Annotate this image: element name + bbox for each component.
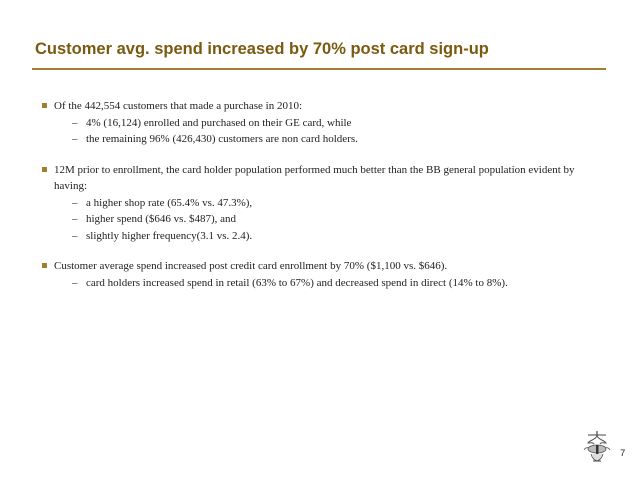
dash-bullet-icon: –: [72, 196, 78, 209]
sub-bullet-item: [54, 228, 602, 245]
slide-title: Customer avg. spend increased by 70% post card sign-up: [35, 40, 489, 58]
page-number: 7: [620, 448, 626, 459]
dash-bullet-icon: –: [72, 116, 78, 129]
sub-bullet-item: [54, 131, 602, 148]
sub-bullet-item: [54, 211, 602, 228]
sub-bullet-text: the remaining 96% (426,430) customers are non card holders.: [86, 133, 358, 145]
dash-bullet-icon: –: [72, 276, 78, 289]
bullet-list: [42, 98, 602, 291]
sub-bullet-item: [54, 275, 602, 292]
title-divider: [32, 68, 606, 70]
square-bullet-icon: [42, 103, 47, 108]
fleece-emblem-icon: [582, 430, 612, 464]
dash-bullet-icon: –: [72, 133, 78, 145]
bullet-text: Customer average spend increased post credit card enrollment by 70% ($1,100 vs. $646).: [54, 260, 448, 272]
bullet-text: 12M prior to enrollment, the card holder population performed much better than the BB general population evident by having:: [54, 163, 575, 192]
sub-bullet-text: a higher shop rate (65.4% vs. 47.3%),: [86, 196, 253, 209]
square-bullet-icon: [42, 263, 47, 268]
sub-bullet-text: 4% (16,124) enrolled and purchased on their GE card, while: [86, 116, 352, 129]
bullet-item: [42, 98, 602, 148]
bullet-item: [42, 162, 602, 245]
bullet-item: [42, 258, 602, 291]
sub-bullet-item: [54, 115, 602, 132]
sub-bullet-text: higher spend ($646 vs. $487), and: [86, 213, 237, 225]
bullet-text: Of the 442,554 customers that made a purchase in 2010:: [54, 100, 303, 112]
dash-bullet-icon: –: [72, 213, 78, 225]
sub-bullet-text: slightly higher frequency(3.1 vs. 2.4).: [86, 229, 253, 242]
square-bullet-icon: [42, 167, 47, 172]
dash-bullet-icon: –: [72, 229, 78, 242]
sub-bullet-text: card holders increased spend in retail (63% to 67%) and decreased spend in direct (14% to 8%).: [86, 276, 508, 289]
sub-bullet-item: [54, 195, 602, 212]
